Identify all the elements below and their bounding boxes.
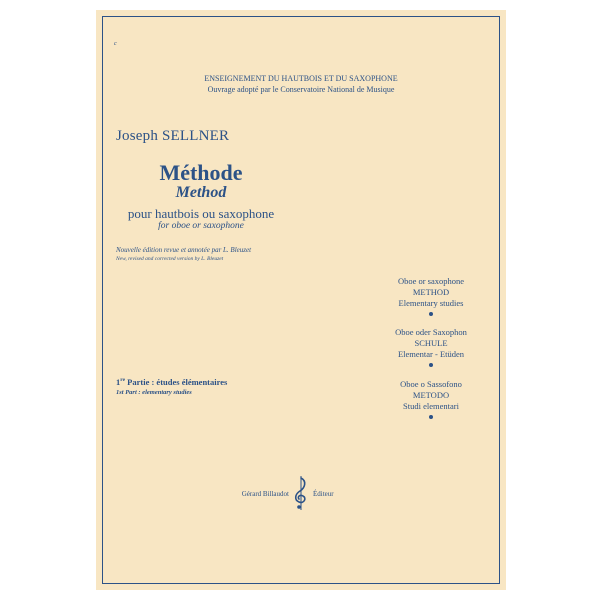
edition-note-english: New, revised and corrected version by L. Bleuzet	[116, 256, 224, 262]
language-method-title: METHOD	[412, 287, 450, 297]
bullet-dot-icon	[429, 312, 433, 316]
language-block-italian	[360, 379, 502, 419]
author-name: Joseph SELLNER	[116, 128, 230, 144]
publisher-imprint	[96, 475, 506, 511]
language-block-english	[360, 276, 502, 316]
bullet-dot-icon	[429, 363, 433, 367]
corner-mark: c	[114, 41, 117, 47]
edition-note-french: Nouvelle édition revue et annotée par L. Bleuzet	[116, 246, 252, 254]
publisher-name: Gérard Billaudot	[241, 490, 289, 498]
series-header	[96, 73, 506, 95]
language-line: Oboe oder Saxophon	[395, 327, 467, 337]
series-title: ENSEIGNEMENT DU HAUTBOIS ET DU SAXOPHONE	[204, 74, 398, 83]
series-subtitle: Ouvrage adopté par le Conservatoire National de Musique	[207, 85, 395, 94]
part-label-french	[116, 377, 227, 387]
title-english: Method	[175, 184, 227, 201]
part-number: 1	[116, 377, 121, 387]
language-line: Elementar - Etüden	[397, 349, 465, 359]
part-ordinal-suffix: re	[120, 377, 126, 384]
language-line: Oboe o Sassofono	[400, 379, 462, 389]
bullet-dot-icon	[429, 415, 433, 419]
language-line: Studi elementari	[403, 401, 459, 411]
language-method-title: SCHULE	[414, 338, 448, 348]
publisher-role: Éditeur	[313, 490, 334, 498]
treble-clef-logo-icon	[291, 475, 311, 511]
language-line: Elementary studies	[398, 298, 464, 308]
subtitle-french: pour hautbois ou saxophone	[127, 206, 275, 221]
part-label-english: 1st Part : elementary studies	[116, 389, 192, 396]
language-block-german	[360, 327, 502, 367]
language-line: Oboe or saxophone	[397, 276, 465, 286]
subtitle-english: for oboe or saxophone	[158, 221, 244, 231]
score-cover	[96, 10, 506, 590]
title-french: Méthode	[159, 160, 243, 185]
language-method-title: METODO	[412, 390, 450, 400]
part-text: Partie : études élémentaires	[125, 377, 228, 387]
